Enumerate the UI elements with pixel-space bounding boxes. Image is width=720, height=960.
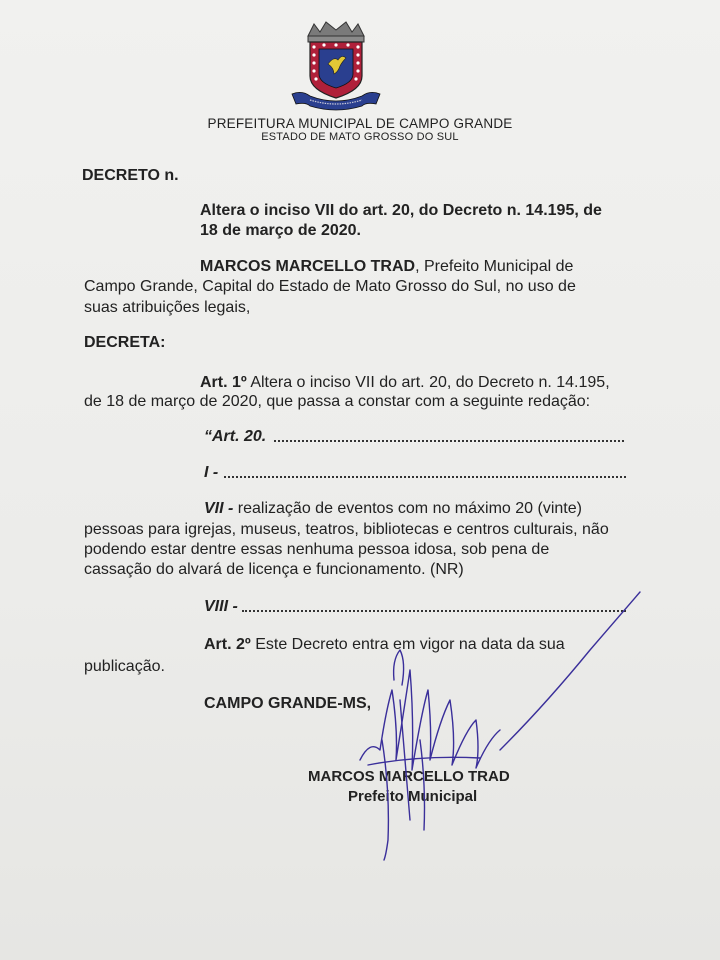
inciso-i-label: I - — [204, 464, 219, 481]
inciso-viii-label: VIII - — [204, 598, 238, 615]
art2-line-1-rest: Este Decreto entra em vigor na data da sua — [250, 636, 565, 653]
inciso-vii-line-2: pessoas para igrejas, museus, teatros, bibliotecas e centros culturais, não — [84, 521, 609, 538]
header-state: ESTADO DE MATO GROSSO DO SUL — [261, 131, 459, 143]
art2-label: Art. 2º — [204, 636, 251, 653]
signer-name: MARCOS MARCELLO TRAD — [308, 768, 510, 785]
signer-title: Prefeito Municipal — [348, 788, 478, 805]
inciso-vii-label: VII - — [204, 500, 234, 517]
dotted-leader — [274, 440, 624, 442]
art1-line-1 — [200, 372, 610, 393]
inciso-vii-line-4: cassação do alvará de licença e funcionamento. (NR) — [84, 561, 464, 578]
preamble-line-3: suas atribuições legais, — [84, 299, 251, 316]
art1-line-1-rest: Altera o inciso VII do art. 20, do Decreto n. 14.195, — [246, 374, 610, 391]
header-institution: PREFEITURA MUNICIPAL DE CAMPO GRANDE — [207, 116, 513, 131]
handwritten-signature — [340, 590, 660, 870]
coat-of-arms-logo — [290, 20, 382, 112]
inciso-vii-line-3: podendo estar dentre essas nenhuma pessoa idosa, sob pena de — [84, 541, 550, 558]
decree-summary-line-1: Altera o inciso VII do art. 20, do Decreto n. 14.195, de — [200, 202, 602, 219]
quoted-art-20-label: “Art. 20. — [204, 428, 267, 445]
preamble-line-1-rest: , Prefeito Municipal de — [415, 258, 574, 275]
decree-summary-line-2: 18 de março de 2020. — [200, 222, 361, 239]
art2-line-1 — [204, 634, 565, 655]
preamble-line-2: Campo Grande, Capital do Estado de Mato Grosso do Sul, no uso de — [84, 278, 576, 295]
inciso-vii-line-1-rest: realização de eventos com no máximo 20 (vinte) — [233, 500, 582, 517]
preamble-line-1 — [200, 256, 573, 277]
art2-line-2: publicação. — [84, 658, 165, 675]
decree-number-label: DECRETO n. — [82, 167, 179, 184]
art1-line-2: de 18 de março de 2020, que passa a constar com a seguinte redação: — [84, 393, 591, 410]
dotted-leader — [224, 476, 626, 478]
art1-label: Art. 1º — [200, 374, 247, 391]
preamble-mayor-name: MARCOS MARCELLO TRAD — [200, 258, 416, 275]
decreta-heading: DECRETA: — [84, 334, 166, 351]
dotted-leader — [242, 610, 626, 612]
place-line: CAMPO GRANDE-MS, — [204, 695, 372, 712]
inciso-vii-line-1 — [204, 498, 582, 519]
